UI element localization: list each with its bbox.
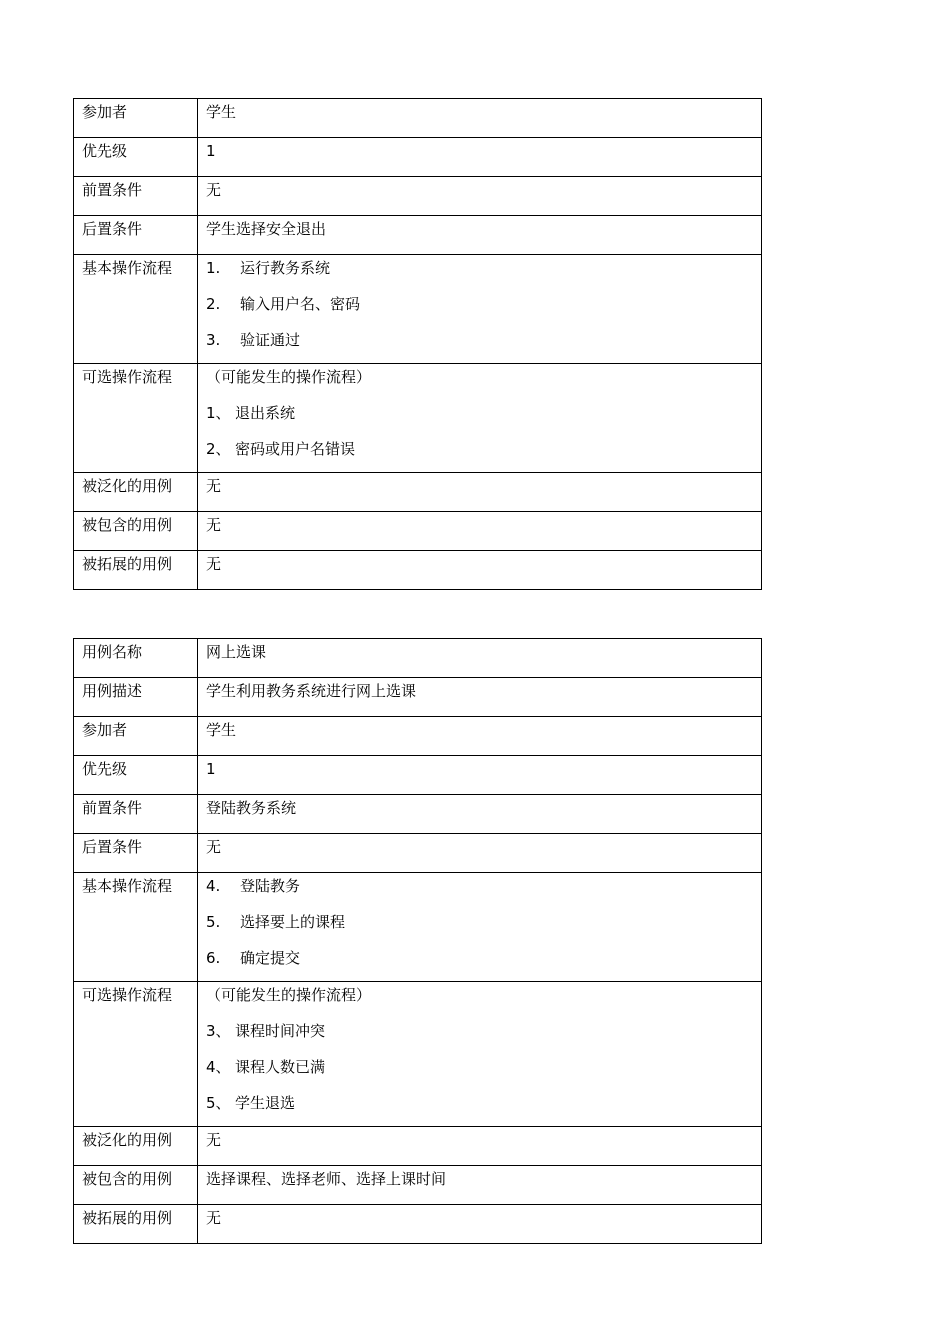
precondition-value: 登陆教务系统 bbox=[198, 795, 762, 834]
basic-flow-value bbox=[198, 873, 762, 982]
table-row bbox=[74, 678, 762, 717]
list-item: 5、 学生退选 bbox=[206, 1094, 296, 1112]
alt-flow-intro: （可能发生的操作流程） bbox=[206, 986, 372, 1004]
list-item: 5. 选择要上的课程 bbox=[206, 913, 346, 931]
participant-value: 学生 bbox=[198, 99, 762, 138]
table-row bbox=[74, 717, 762, 756]
included-label: 被包含的用例 bbox=[74, 1166, 198, 1205]
generalized-value: 无 bbox=[198, 473, 762, 512]
table-row bbox=[74, 639, 762, 678]
extended-value: 无 bbox=[198, 1205, 762, 1244]
included-value: 无 bbox=[198, 512, 762, 551]
list-item: 1、 退出系统 bbox=[206, 404, 296, 422]
list-item: 3、 课程时间冲突 bbox=[206, 1022, 326, 1040]
table-row bbox=[74, 756, 762, 795]
use-case-table-2 bbox=[73, 638, 762, 1244]
table-row bbox=[74, 99, 762, 138]
alt-flow-value bbox=[198, 364, 762, 473]
precondition-value: 无 bbox=[198, 177, 762, 216]
list-item: 4. 登陆教务 bbox=[206, 877, 301, 895]
table-row bbox=[74, 364, 762, 473]
priority-value: 1 bbox=[198, 756, 762, 795]
precondition-label: 前置条件 bbox=[74, 795, 198, 834]
generalized-label: 被泛化的用例 bbox=[74, 473, 198, 512]
list-item: 2、 密码或用户名错误 bbox=[206, 440, 356, 458]
priority-label: 优先级 bbox=[74, 756, 198, 795]
priority-value: 1 bbox=[198, 138, 762, 177]
alt-flow-label: 可选操作流程 bbox=[74, 982, 198, 1127]
generalized-label: 被泛化的用例 bbox=[74, 1127, 198, 1166]
priority-label: 优先级 bbox=[74, 138, 198, 177]
participant-value: 学生 bbox=[198, 717, 762, 756]
use-case-name-label: 用例名称 bbox=[74, 639, 198, 678]
list-item: 3. 验证通过 bbox=[206, 331, 301, 349]
list-item: 2. 输入用户名、密码 bbox=[206, 295, 361, 313]
table-row bbox=[74, 1166, 762, 1205]
table-row bbox=[74, 255, 762, 364]
table-row bbox=[74, 834, 762, 873]
extended-value: 无 bbox=[198, 551, 762, 590]
table-row bbox=[74, 177, 762, 216]
use-case-name-value: 网上选课 bbox=[198, 639, 762, 678]
extended-label: 被拓展的用例 bbox=[74, 551, 198, 590]
table-row bbox=[74, 216, 762, 255]
alt-flow-value bbox=[198, 982, 762, 1127]
alt-flow-label: 可选操作流程 bbox=[74, 364, 198, 473]
included-label: 被包含的用例 bbox=[74, 512, 198, 551]
basic-flow-label: 基本操作流程 bbox=[74, 255, 198, 364]
basic-flow-label: 基本操作流程 bbox=[74, 873, 198, 982]
postcondition-value: 无 bbox=[198, 834, 762, 873]
alt-flow-intro: （可能发生的操作流程） bbox=[206, 368, 372, 386]
postcondition-label: 后置条件 bbox=[74, 834, 198, 873]
included-value: 选择课程、选择老师、选择上课时间 bbox=[198, 1166, 762, 1205]
table-row bbox=[74, 873, 762, 982]
precondition-label: 前置条件 bbox=[74, 177, 198, 216]
participant-label: 参加者 bbox=[74, 99, 198, 138]
table-row bbox=[74, 551, 762, 590]
use-case-table-1 bbox=[73, 98, 762, 590]
table-row bbox=[74, 1205, 762, 1244]
participant-label: 参加者 bbox=[74, 717, 198, 756]
list-item: 1. 运行教务系统 bbox=[206, 259, 331, 277]
table-row bbox=[74, 138, 762, 177]
description-label: 用例描述 bbox=[74, 678, 198, 717]
list-item: 6. 确定提交 bbox=[206, 949, 301, 967]
basic-flow-value bbox=[198, 255, 762, 364]
extended-label: 被拓展的用例 bbox=[74, 1205, 198, 1244]
postcondition-value: 学生选择安全退出 bbox=[198, 216, 762, 255]
description-value: 学生利用教务系统进行网上选课 bbox=[198, 678, 762, 717]
generalized-value: 无 bbox=[198, 1127, 762, 1166]
table-row bbox=[74, 982, 762, 1127]
table-row bbox=[74, 512, 762, 551]
table-row bbox=[74, 795, 762, 834]
list-item: 4、 课程人数已满 bbox=[206, 1058, 326, 1076]
table-row bbox=[74, 1127, 762, 1166]
postcondition-label: 后置条件 bbox=[74, 216, 198, 255]
table-row bbox=[74, 473, 762, 512]
